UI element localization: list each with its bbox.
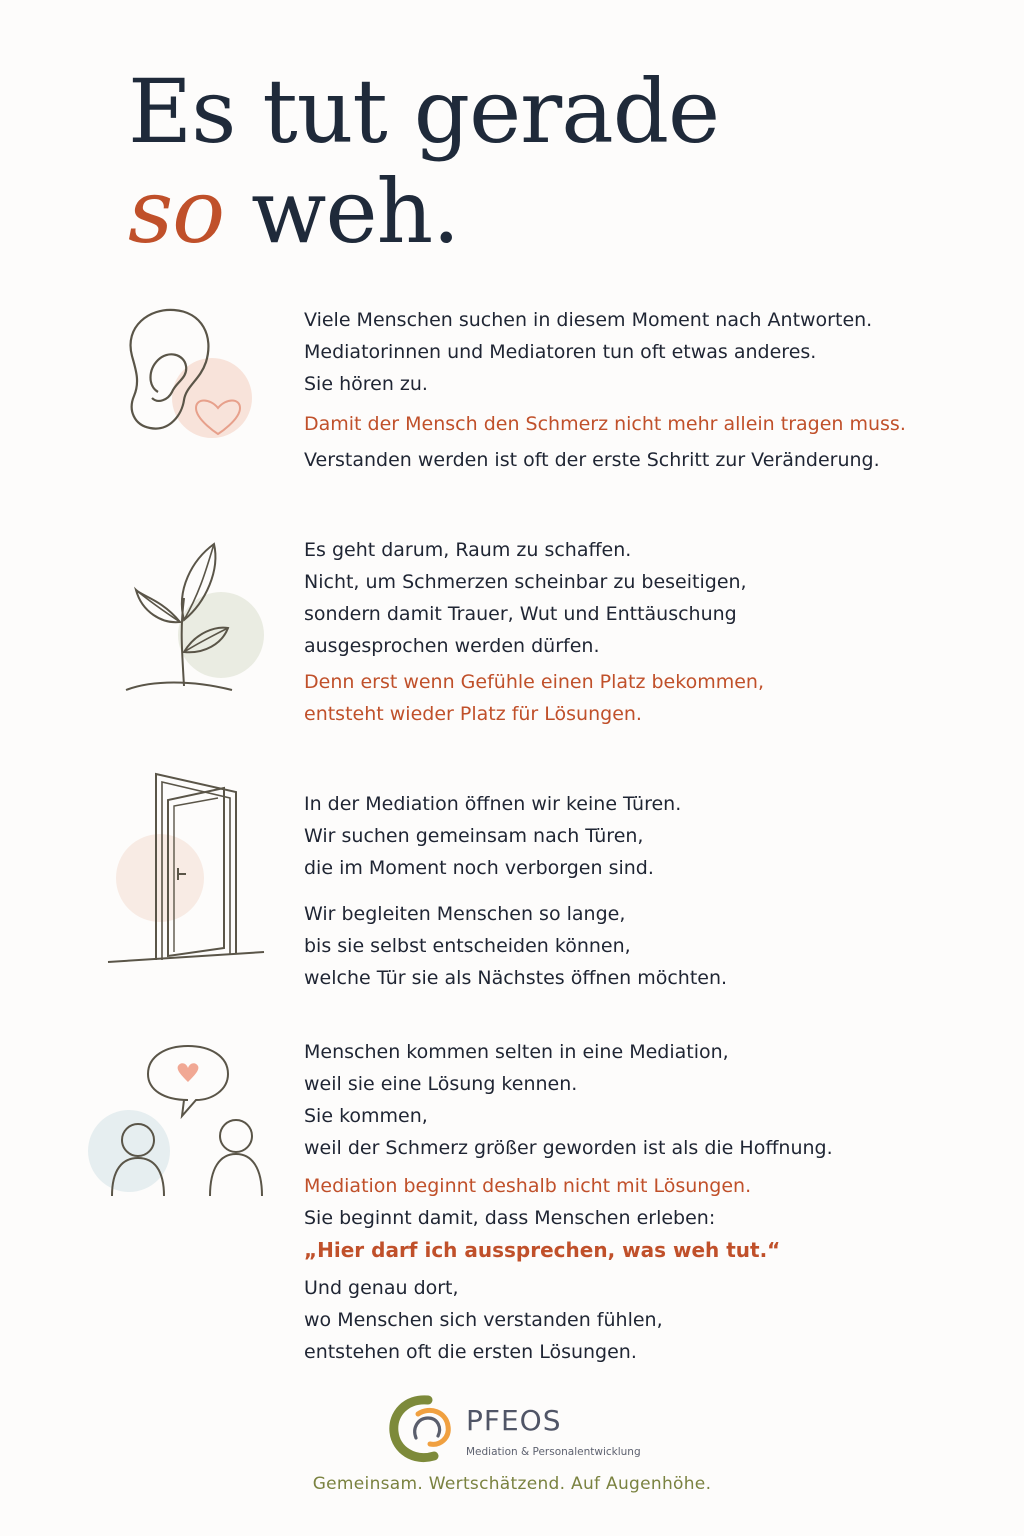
brand-subtitle: Mediation & Personalentwicklung xyxy=(466,1446,641,1458)
text-line: die im Moment noch verborgen sind. xyxy=(304,857,654,879)
text-line: Sie kommen, xyxy=(304,1105,428,1127)
headline-line2: weh. xyxy=(224,160,460,263)
brand-name: PFEOS xyxy=(466,1404,562,1437)
text-line: Menschen kommen selten in eine Mediation, xyxy=(304,1041,729,1063)
open-door-icon xyxy=(106,770,270,970)
text-line: Viele Menschen suchen in diesem Moment nach Antworten. xyxy=(304,309,873,331)
highlight-line: Mediation beginnt deshalb nicht mit Lösungen. xyxy=(304,1175,752,1197)
text-line: Mediatorinnen und Mediatoren tun oft etwas anderes. xyxy=(304,341,817,363)
headline xyxy=(128,62,719,262)
text-line: bis sie selbst entscheiden können, xyxy=(304,935,631,957)
conversation-heart-icon xyxy=(106,1040,272,1200)
quote-line: „Hier darf ich aussprechen, was weh tut.“ xyxy=(304,1238,781,1262)
text-line: Sie beginnt damit, dass Menschen erleben: xyxy=(304,1207,716,1229)
pfeos-logo-icon xyxy=(388,1394,460,1464)
text-line: Sie hören zu. xyxy=(304,373,428,395)
highlight-line: entsteht wieder Platz für Lösungen. xyxy=(304,703,642,725)
text-line: Wir begleiten Menschen so lange, xyxy=(304,903,626,925)
headline-line1: Es tut gerade xyxy=(128,60,720,163)
text-line: sondern damit Trauer, Wut und Enttäuschung xyxy=(304,603,737,625)
text-line: Und genau dort, xyxy=(304,1277,459,1299)
text-line: weil sie eine Lösung kennen. xyxy=(304,1073,578,1095)
text-line: Nicht, um Schmerzen scheinbar zu beseitigen, xyxy=(304,571,747,593)
tagline: Gemeinsam. Wertschätzend. Auf Augenhöhe. xyxy=(312,1474,712,1494)
text-line: Es geht darum, Raum zu schaffen. xyxy=(304,539,632,561)
text-line: Verstanden werden ist oft der erste Schritt zur Veränderung. xyxy=(304,449,880,471)
highlight-line: Denn erst wenn Gefühle einen Platz bekommen, xyxy=(304,671,764,693)
highlight-line: Damit der Mensch den Schmerz nicht mehr allein tragen muss. xyxy=(304,413,906,435)
headline-accent: so xyxy=(128,160,225,263)
section-conversation xyxy=(304,1036,964,1368)
section-ear xyxy=(304,304,964,476)
text-line: entstehen oft die ersten Lösungen. xyxy=(304,1341,637,1363)
section-door xyxy=(304,788,964,994)
text-line: wo Menschen sich verstanden fühlen, xyxy=(304,1309,663,1331)
text-line: In der Mediation öffnen wir keine Türen. xyxy=(304,793,682,815)
text-line: ausgesprochen werden dürfen. xyxy=(304,635,600,657)
section-plant xyxy=(304,534,964,730)
ear-heart-icon xyxy=(118,300,258,450)
text-line: welche Tür sie als Nächstes öffnen möchten. xyxy=(304,967,728,989)
plant-sprout-icon xyxy=(122,540,272,700)
text-line: weil der Schmerz größer geworden ist als die Hoffnung. xyxy=(304,1137,833,1159)
text-line: Wir suchen gemeinsam nach Türen, xyxy=(304,825,644,847)
